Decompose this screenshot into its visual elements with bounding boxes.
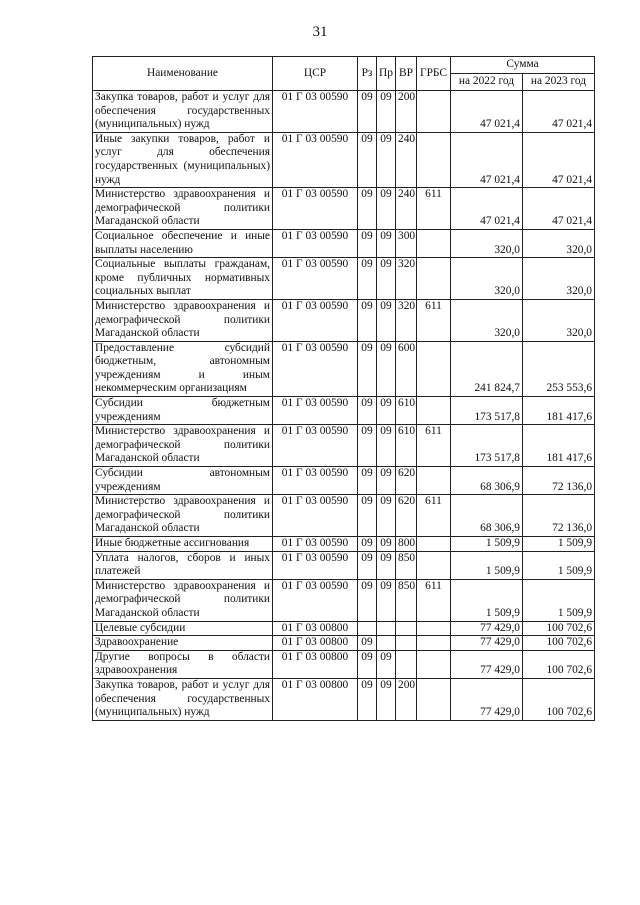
row-sum-2022: 77 429,0 bbox=[451, 636, 523, 651]
row-sum-2023: 100 702,6 bbox=[523, 678, 595, 720]
row-pr: 09 bbox=[377, 650, 396, 678]
header-name: Наименование bbox=[93, 57, 273, 91]
row-vr bbox=[396, 636, 417, 651]
row-pr: 09 bbox=[377, 467, 396, 495]
row-sum-2023: 253 553,6 bbox=[523, 341, 595, 396]
row-csr: 01 Г 03 00800 bbox=[273, 678, 358, 720]
row-rz: 09 bbox=[358, 678, 377, 720]
table-row bbox=[93, 229, 595, 257]
table-row bbox=[93, 579, 595, 621]
row-name: Министерство здравоохранения и демографической политики Магаданской области bbox=[93, 299, 273, 341]
table-row bbox=[93, 132, 595, 187]
table-row bbox=[93, 258, 595, 300]
row-pr: 09 bbox=[377, 132, 396, 187]
row-grbs bbox=[417, 229, 451, 257]
header-grbs: ГРБС bbox=[417, 57, 451, 91]
row-grbs bbox=[417, 551, 451, 579]
row-sum-2022: 320,0 bbox=[451, 229, 523, 257]
row-sum-2022: 320,0 bbox=[451, 258, 523, 300]
row-sum-2022: 47 021,4 bbox=[451, 91, 523, 133]
row-rz: 09 bbox=[358, 495, 377, 537]
row-sum-2023: 100 702,6 bbox=[523, 621, 595, 636]
row-rz: 09 bbox=[358, 537, 377, 552]
row-sum-2023: 181 417,6 bbox=[523, 397, 595, 425]
row-grbs bbox=[417, 397, 451, 425]
header-pr: Пр bbox=[377, 57, 396, 91]
row-vr: 610 bbox=[396, 397, 417, 425]
row-grbs bbox=[417, 537, 451, 552]
row-csr: 01 Г 03 00590 bbox=[273, 579, 358, 621]
row-vr: 320 bbox=[396, 258, 417, 300]
row-vr: 240 bbox=[396, 132, 417, 187]
row-name: Министерство здравоохранения и демографической политики Магаданской области bbox=[93, 425, 273, 467]
row-grbs: 611 bbox=[417, 579, 451, 621]
row-name: Закупка товаров, работ и услуг для обеспечения государственных (муниципальных) нужд bbox=[93, 678, 273, 720]
row-sum-2023: 72 136,0 bbox=[523, 467, 595, 495]
row-name: Министерство здравоохранения и демографической политики Магаданской области bbox=[93, 188, 273, 230]
row-name: Субсидии автономным учреждениям bbox=[93, 467, 273, 495]
row-vr: 300 bbox=[396, 229, 417, 257]
row-sum-2023: 47 021,4 bbox=[523, 132, 595, 187]
row-rz: 09 bbox=[358, 579, 377, 621]
table-row bbox=[93, 341, 595, 396]
row-csr: 01 Г 03 00590 bbox=[273, 91, 358, 133]
row-sum-2022: 241 824,7 bbox=[451, 341, 523, 396]
row-grbs bbox=[417, 636, 451, 651]
row-name: Министерство здравоохранения и демографической политики Магаданской области bbox=[93, 579, 273, 621]
row-vr: 240 bbox=[396, 188, 417, 230]
row-vr: 850 bbox=[396, 579, 417, 621]
row-pr bbox=[377, 621, 396, 636]
row-sum-2022: 77 429,0 bbox=[451, 650, 523, 678]
row-csr: 01 Г 03 00590 bbox=[273, 551, 358, 579]
row-name: Другие вопросы в области здравоохранения bbox=[93, 650, 273, 678]
row-rz: 09 bbox=[358, 341, 377, 396]
row-csr: 01 Г 03 00590 bbox=[273, 537, 358, 552]
row-grbs: 611 bbox=[417, 495, 451, 537]
row-rz: 09 bbox=[358, 132, 377, 187]
row-sum-2023: 1 509,9 bbox=[523, 537, 595, 552]
table-row bbox=[93, 495, 595, 537]
table-row bbox=[93, 467, 595, 495]
row-csr: 01 Г 03 00800 bbox=[273, 636, 358, 651]
row-vr: 200 bbox=[396, 678, 417, 720]
row-name: Иные закупки товаров, работ и услуг для обеспечения государственных (муниципальных) нужд bbox=[93, 132, 273, 187]
table-row bbox=[93, 91, 595, 133]
row-csr: 01 Г 03 00800 bbox=[273, 621, 358, 636]
table-row bbox=[93, 299, 595, 341]
row-rz: 09 bbox=[358, 188, 377, 230]
row-rz: 09 bbox=[358, 258, 377, 300]
table-row bbox=[93, 650, 595, 678]
row-sum-2022: 320,0 bbox=[451, 299, 523, 341]
row-grbs bbox=[417, 341, 451, 396]
row-rz bbox=[358, 621, 377, 636]
row-sum-2023: 1 509,9 bbox=[523, 579, 595, 621]
row-sum-2022: 47 021,4 bbox=[451, 132, 523, 187]
table-row bbox=[93, 397, 595, 425]
header-rz: Рз bbox=[358, 57, 377, 91]
row-grbs: 611 bbox=[417, 299, 451, 341]
row-vr: 200 bbox=[396, 91, 417, 133]
row-vr: 620 bbox=[396, 495, 417, 537]
row-rz: 09 bbox=[358, 91, 377, 133]
row-name: Целевые субсидии bbox=[93, 621, 273, 636]
row-vr bbox=[396, 650, 417, 678]
header-year-2023: на 2023 год bbox=[523, 74, 595, 91]
row-pr: 09 bbox=[377, 425, 396, 467]
row-pr: 09 bbox=[377, 341, 396, 396]
row-vr: 320 bbox=[396, 299, 417, 341]
header-year-2022: на 2022 год bbox=[451, 74, 523, 91]
page-number: 31 bbox=[312, 24, 328, 40]
row-sum-2023: 320,0 bbox=[523, 258, 595, 300]
row-sum-2022: 47 021,4 bbox=[451, 188, 523, 230]
row-csr: 01 Г 03 00590 bbox=[273, 495, 358, 537]
row-grbs bbox=[417, 650, 451, 678]
row-sum-2023: 72 136,0 bbox=[523, 495, 595, 537]
row-name: Закупка товаров, работ и услуг для обеспечения государственных (муниципальных) нужд bbox=[93, 91, 273, 133]
row-rz: 09 bbox=[358, 299, 377, 341]
row-name: Предоставление субсидий бюджетным, автономным учреждениям и иным некоммерческим организациям bbox=[93, 341, 273, 396]
table-row bbox=[93, 551, 595, 579]
row-rz: 09 bbox=[358, 551, 377, 579]
row-sum-2023: 320,0 bbox=[523, 229, 595, 257]
row-csr: 01 Г 03 00590 bbox=[273, 132, 358, 187]
row-name: Иные бюджетные ассигнования bbox=[93, 537, 273, 552]
row-name: Министерство здравоохранения и демографической политики Магаданской области bbox=[93, 495, 273, 537]
row-grbs bbox=[417, 678, 451, 720]
row-name: Субсидии бюджетным учреждениям bbox=[93, 397, 273, 425]
row-csr: 01 Г 03 00590 bbox=[273, 188, 358, 230]
row-grbs bbox=[417, 91, 451, 133]
table-row bbox=[93, 188, 595, 230]
row-rz: 09 bbox=[358, 229, 377, 257]
header-vr: ВР bbox=[396, 57, 417, 91]
table-row bbox=[93, 678, 595, 720]
row-pr: 09 bbox=[377, 551, 396, 579]
header-csr: ЦСР bbox=[273, 57, 358, 91]
row-sum-2022: 173 517,8 bbox=[451, 425, 523, 467]
row-pr: 09 bbox=[377, 579, 396, 621]
row-pr: 09 bbox=[377, 258, 396, 300]
row-sum-2023: 47 021,4 bbox=[523, 188, 595, 230]
row-name: Социальные выплаты гражданам, кроме публичных нормативных социальных выплат bbox=[93, 258, 273, 300]
row-sum-2022: 1 509,9 bbox=[451, 551, 523, 579]
row-csr: 01 Г 03 00590 bbox=[273, 341, 358, 396]
row-sum-2023: 181 417,6 bbox=[523, 425, 595, 467]
row-csr: 01 Г 03 00800 bbox=[273, 650, 358, 678]
row-name: Социальное обеспечение и иные выплаты населению bbox=[93, 229, 273, 257]
row-pr: 09 bbox=[377, 299, 396, 341]
row-sum-2022: 68 306,9 bbox=[451, 495, 523, 537]
row-grbs bbox=[417, 258, 451, 300]
row-grbs bbox=[417, 132, 451, 187]
budget-table bbox=[92, 56, 595, 721]
row-sum-2023: 100 702,6 bbox=[523, 636, 595, 651]
row-vr: 620 bbox=[396, 467, 417, 495]
row-rz: 09 bbox=[358, 467, 377, 495]
table-row bbox=[93, 537, 595, 552]
row-csr: 01 Г 03 00590 bbox=[273, 299, 358, 341]
table-body bbox=[93, 91, 595, 721]
row-pr: 09 bbox=[377, 397, 396, 425]
row-sum-2022: 1 509,9 bbox=[451, 579, 523, 621]
row-rz: 09 bbox=[358, 650, 377, 678]
row-csr: 01 Г 03 00590 bbox=[273, 397, 358, 425]
table-row bbox=[93, 425, 595, 467]
table-header bbox=[93, 57, 595, 91]
header-sum: Сумма bbox=[451, 57, 595, 74]
row-vr: 800 bbox=[396, 537, 417, 552]
row-pr: 09 bbox=[377, 678, 396, 720]
row-vr: 600 bbox=[396, 341, 417, 396]
row-pr bbox=[377, 636, 396, 651]
row-pr: 09 bbox=[377, 229, 396, 257]
row-grbs: 611 bbox=[417, 188, 451, 230]
row-sum-2022: 68 306,9 bbox=[451, 467, 523, 495]
row-sum-2022: 77 429,0 bbox=[451, 678, 523, 720]
row-name: Здравоохранение bbox=[93, 636, 273, 651]
row-sum-2022: 173 517,8 bbox=[451, 397, 523, 425]
row-name: Уплата налогов, сборов и иных платежей bbox=[93, 551, 273, 579]
row-grbs bbox=[417, 621, 451, 636]
row-rz: 09 bbox=[358, 636, 377, 651]
row-sum-2022: 77 429,0 bbox=[451, 621, 523, 636]
table-row bbox=[93, 636, 595, 651]
row-vr: 850 bbox=[396, 551, 417, 579]
row-grbs: 611 bbox=[417, 425, 451, 467]
row-csr: 01 Г 03 00590 bbox=[273, 467, 358, 495]
row-csr: 01 Г 03 00590 bbox=[273, 229, 358, 257]
row-rz: 09 bbox=[358, 425, 377, 467]
row-pr: 09 bbox=[377, 495, 396, 537]
row-vr: 610 bbox=[396, 425, 417, 467]
row-sum-2023: 100 702,6 bbox=[523, 650, 595, 678]
row-sum-2023: 1 509,9 bbox=[523, 551, 595, 579]
row-pr: 09 bbox=[377, 188, 396, 230]
row-pr: 09 bbox=[377, 91, 396, 133]
row-sum-2023: 320,0 bbox=[523, 299, 595, 341]
row-csr: 01 Г 03 00590 bbox=[273, 425, 358, 467]
row-pr: 09 bbox=[377, 537, 396, 552]
table-row bbox=[93, 621, 595, 636]
row-sum-2023: 47 021,4 bbox=[523, 91, 595, 133]
row-vr bbox=[396, 621, 417, 636]
row-csr: 01 Г 03 00590 bbox=[273, 258, 358, 300]
row-sum-2022: 1 509,9 bbox=[451, 537, 523, 552]
row-grbs bbox=[417, 467, 451, 495]
row-rz: 09 bbox=[358, 397, 377, 425]
